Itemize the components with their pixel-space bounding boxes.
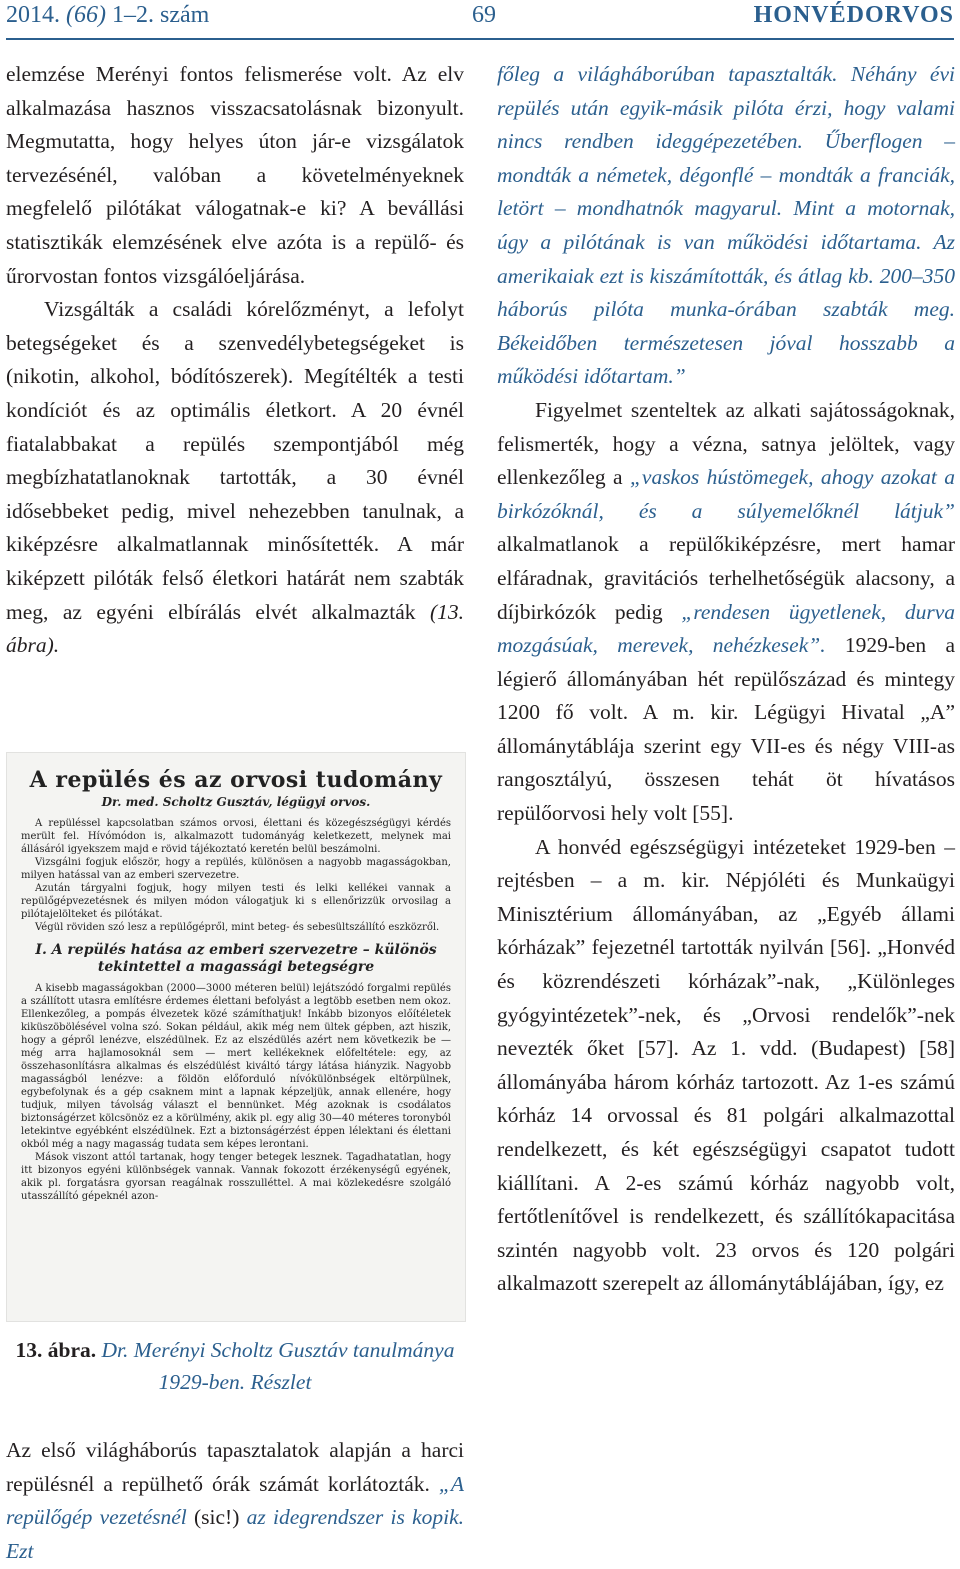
paragraph: Az első világháborús tapasztalatok alapján a harci repülésnél a repülhető órák számát korlátozták. „A repülőgép vezetésnél (sic!) az idegrendszer is kopik. Ezt xyxy=(6,1438,465,1563)
figure-section-heading: I. A repülés hatása az emberi szervezetre – különös tekintettel a magassági betegségre xyxy=(35,942,437,975)
figure-paragraph: Végül röviden szó lesz a repülőgépről, mint beteg- és sebesültszállító eszközről. xyxy=(35,922,440,933)
figure-paragraph: Vizsgálni fogjuk először, hogy a repülés, különösen a nagyobb magasságokban, milyen hatással van az emberi szervezetre. xyxy=(21,857,451,881)
left-column xyxy=(6,58,464,663)
figure-paragraph: Azután tárgyalni fogjuk, hogy milyen testi és lelki kellékei vannak a repülőgépvezetésnek és milyen módon válogatjuk ki s ellenőrizzük orvosilag a pilótajelölteket és pilótákat. xyxy=(21,883,451,920)
paragraph: A honvéd egészségügyi intézeteket 1929-ben – rejtésben – a m. kir. Népjóléti és Munkaügyi Minisztérium állományában, az „Egyéb állami kórházak” fejezetnél tartották nyilván [56]. „Honvéd és közrendészeti kórházak”-nak, „Különleges gyógyintézetek”-nek, és „Orvosi rendelők”-nek nevezték őket [57]. Az 1. vdd. (Budapest) [58] állományába három kórház tartozott. Az 1-es számú kórház 14 orvossal és 81 polgári alkalmazottal rendelkezett, és két egészségügyi csapatot tudott kiállítani. A 2-es számú kórház nagyobb volt, fertőtlenítővel is rendelkezett, és szállítókapacitása szintén nagyobb volt. 23 orvos és 120 polgári alkalmazott szerepelt az állománytáblájában, így, ez xyxy=(497,834,955,1296)
figure-number: 13. ábra. xyxy=(15,1338,97,1362)
figure-author: Dr. med. Scholtz Gusztáv, légügyi orvos. xyxy=(101,795,371,809)
page-number: 69 xyxy=(472,2,496,28)
figure-paragraph: A kisebb magasságokban (2000—3000 méteren belül) lejátszódó forgalmi repülés a szállított utasra említésre érdemes élettani befolyást a legtöbb esetben nem okoz. Ellenkezőleg, a pompás élvezetek közé számíthatjuk! Inkább bizonyos előítéletek kiküszöbölésével volna szó. Sokan például, akik még nem ültek gépben, azt hiszik, hogy a gépről lenézve, elszédülnek. Ez az elszédülés azért nem következik be — még arra hajlamosoknál sem — mert kellékeknek előfeltétele: egy, az összehasonlításra alkalmas és elszédülést kiváltó tárgy látása hiányzik. Nagyobb magasságból lenézve: a földön előforduló nívókülönbségek eltörpülnek, egybefolynak és a gép csaknem mint a lapnak képzeljük, annak ellenére, hogy tudjuk, milyen távolság választ el bennünket. Még azoknak is csodálatos biztonságérzet kölcsönöz ez a körülmény, akik pl. egy alig 30—40 méteres toronyból letekintve egyébként elszédülnek. Ezt a biztonságérzést éppen lélektani és élettani okból még a nagy magasság tudata sem képes lerontani. xyxy=(21,983,451,1150)
figure-paragraph: A repüléssel kapcsolatban számos orvosi, élettani és közegészségügyi kérdés merült fel. Hívómódon is, alkalmazott tudományág keletkezett, melynek mai állásáról igyekszem majd e rövid tájékoztató keretén belül beszámolni. xyxy=(21,818,451,855)
left-column-bottom xyxy=(6,1434,464,1568)
figure-reference: (13. ábra). xyxy=(6,599,465,658)
page-header xyxy=(6,0,954,40)
issue-info: 2014. (66) 1–2. szám xyxy=(6,2,210,28)
figure-caption-text: Dr. Merényi Scholtz Gusztáv tanulmánya 1929-ben. Részlet xyxy=(101,1338,455,1394)
figure-scanned-article xyxy=(6,752,466,1322)
paragraph: Vizsgálták a családi kórelőzményt, a lefolyt betegségeket és a szenvedélybetegségeket is (nikotin, alkohol, bódítószerek). Megítélték a testi kondíciót és az optimális életkort. A 20 évnél fiatalabbakat a repülés szempontjából még megbízhatatlanoknak tartották, a 30 évnél idősebbeket pedig, mivel nehezebben tanulnak, a kiképzésre alkalmatlannak minősítették. A már kiképzett pilóták felső életkori határát nem szabták meg, az egyéni elbírálás elvét alkalmazták (13. ábra). xyxy=(6,297,465,658)
figure-caption xyxy=(6,1334,464,1398)
quote-paragraph: főleg a világháborúban tapasztalták. Néhány évi repülés után egyik-másik pilóta érzi, hogy valami nincs rendben ideggépezetében. Űberflogen – mondták a németek, dégonflé – mondták a franciák, letört – mondhatnók magyarul. Mint a motornak, úgy a pilótának is van működési időtartama. Az amerikaiak ezt is kiszámították, és átlag kb. 200–350 háborús pilóta munka-órában szabták meg. Békeidőben természetesen jóval hosszabb a működési időtartam.” xyxy=(497,62,955,389)
journal-title: HONVÉDORVOS xyxy=(753,2,954,28)
paragraph: Figyelmet szenteltek az alkati sajátosságoknak, felismerték, hogy a vézna, satnya jelöltek, vagy ellenkezőleg a „vaskos hústömegek, ahogy azokat a birkózóknál, és a súlyemelőknél látjuk” alkalmatlanok a repülőkiképzésre, mert hamar elfáradnak, gravitációs terhelhetőségük alacsony, a díjbirkózók pedig „rendesen ügyetlenek, durva mozgásúak, merevek, nehézkesek”. 1929-ben a légierő állományában hét repülőszázad és mintegy 1200 fő volt. A m. kir. Légügyi Hivatal „A” állománytáblája szerint egy VII-es és négy VIII-as rangosztályú, összesen tehát öt hívatásos repülőorvosi hely volt [55]. xyxy=(497,397,956,826)
figure-title: A repülés és az orvosi tudomány xyxy=(29,767,443,793)
figure-paragraph: Mások viszont attól tartanak, hogy tenger betegek lesznek. Tagadhatatlan, hogy itt bizonyos egyéni különbségek vannak. Vannak fokozott érzékenységű egyének, akik pl. forgatásra gyorsan reagálnak rosszulléttel. A mai közlekedésre szolgáló utasszállító gépeknél azon- xyxy=(21,1152,451,1202)
right-column xyxy=(497,58,955,1301)
paragraph: elemzése Merényi fontos felismerése volt. Az elv alkalmazása hasznos visszacsatolásnak bizonyult. Megmutatta, hogy helyes úton jár-e vizsgálatok tervezésénél, valóban a követelményeknek megfelelő pilótákat válogatnak-e ki? A bevállási statisztikák elemzésének elve azóta is a repülő- és űrorvostan fontos vizsgálóeljárása. xyxy=(6,62,464,288)
